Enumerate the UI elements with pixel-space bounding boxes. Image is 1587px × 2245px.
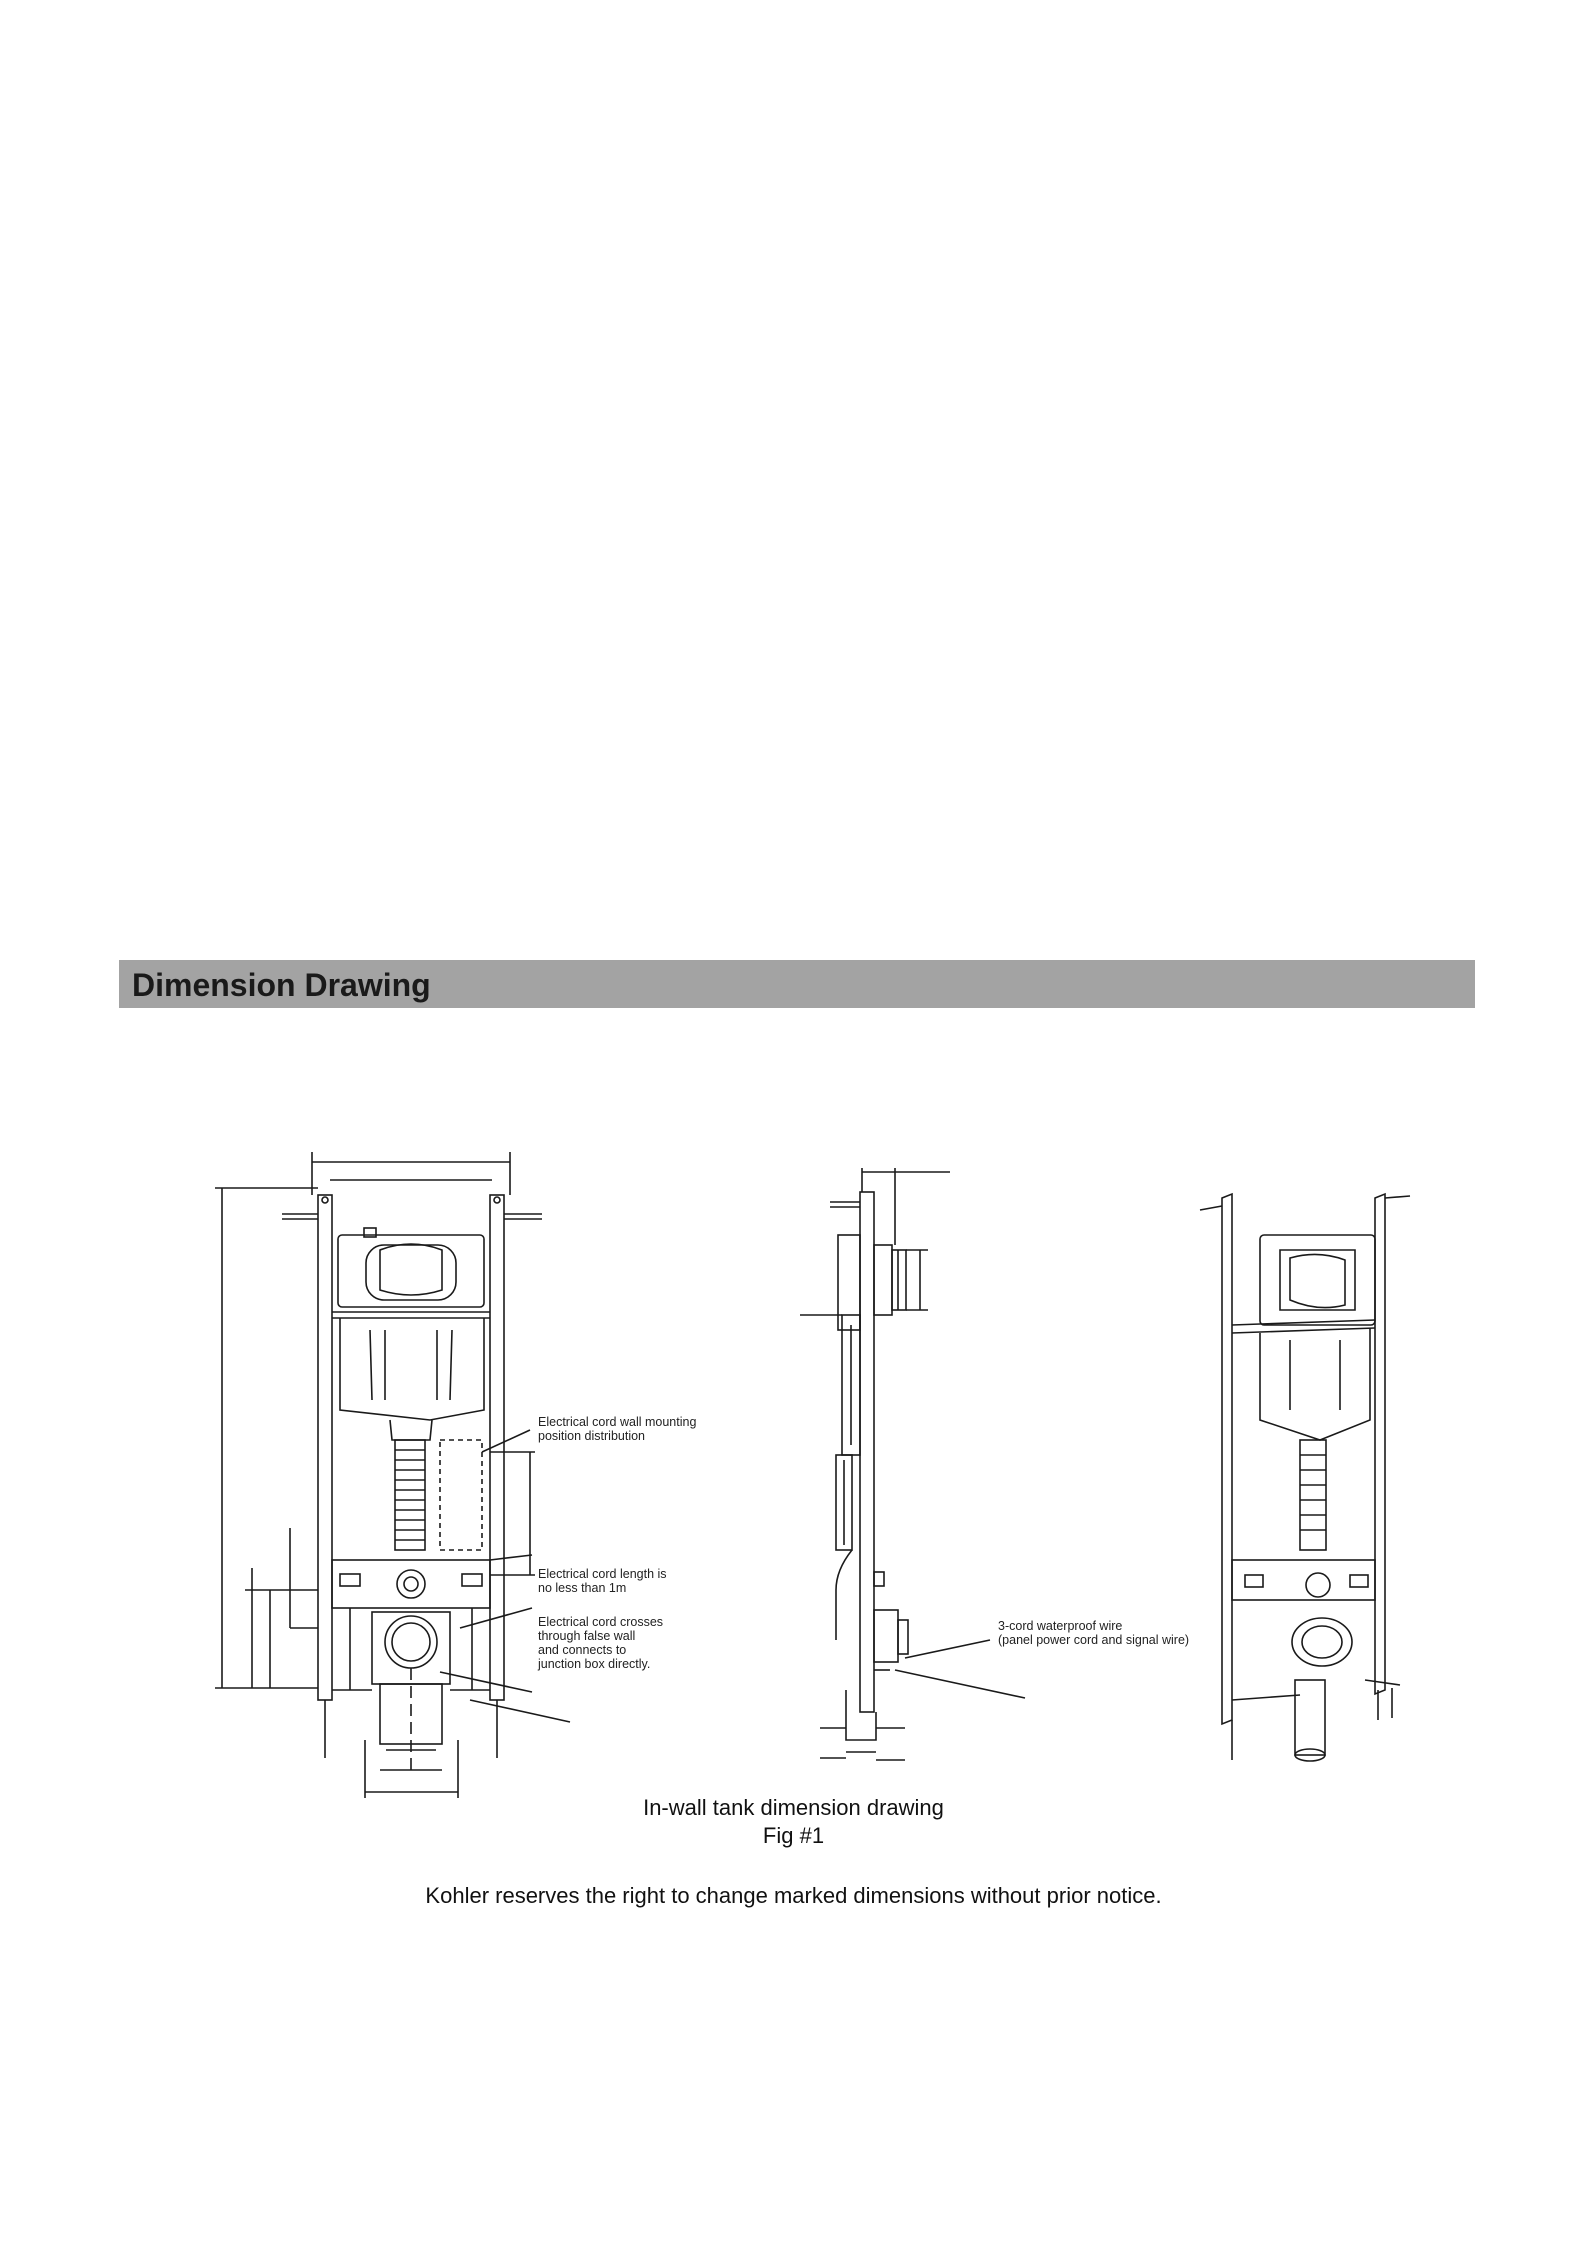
section-title: Dimension Drawing: [132, 967, 431, 1003]
dimension-notice: Kohler reserves the right to change marked dimensions without prior notice.: [425, 1883, 1162, 1908]
annotation-cord-wall-mounting-2: position distribution: [538, 1429, 646, 1443]
annotation-cord-crosses-2: through false wall: [538, 1629, 636, 1643]
annotation-cord-crosses-4: junction box directly.: [538, 1657, 651, 1671]
annotation-wire-1: 3-cord waterproof wire: [998, 1619, 1123, 1633]
annotation-cord-wall-mounting-1: Electrical cord wall mounting: [538, 1415, 697, 1429]
side-view: [800, 1168, 1025, 1760]
annotation-labels: [537, 1415, 1189, 1671]
annotation-cord-crosses-1: Electrical cord crosses: [538, 1615, 664, 1629]
front-view: [215, 1152, 570, 1798]
annotation-cord-crosses-3: and connects to: [538, 1643, 627, 1657]
figure-number: Fig #1: [762, 1823, 825, 1848]
annotation-wire-2: (panel power cord and signal wire): [998, 1633, 1190, 1647]
perspective-view: [1200, 1194, 1410, 1761]
annotation-cord-length-1: Electrical cord length is: [538, 1567, 667, 1581]
annotation-cord-length-2: no less than 1m: [538, 1581, 627, 1595]
figure-caption: In-wall tank dimension drawing: [643, 1795, 944, 1820]
